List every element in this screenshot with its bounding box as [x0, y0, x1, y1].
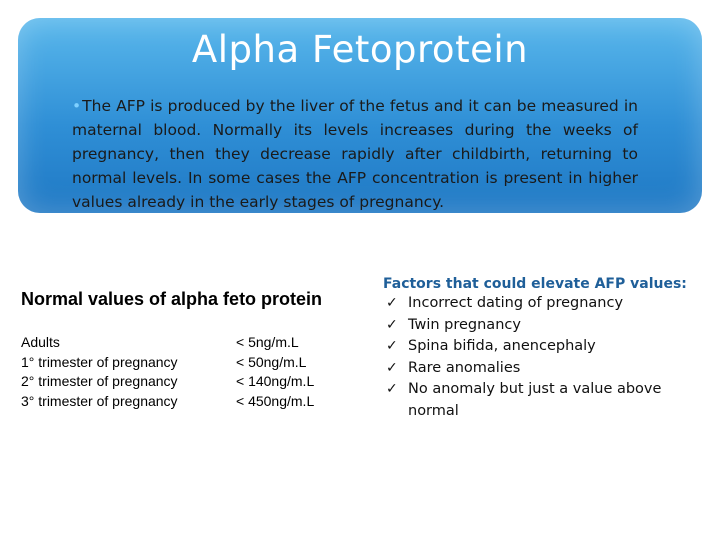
row-label: 2° trimester of pregnancy	[21, 373, 178, 389]
check-icon: ✓	[386, 338, 398, 355]
list-item-text: Incorrect dating of pregnancy	[408, 295, 624, 311]
table-row	[21, 333, 314, 353]
list-item	[383, 358, 703, 380]
row-value: < 50ng/m.L	[236, 353, 307, 370]
check-icon: ✓	[386, 295, 398, 311]
normal-values-table	[21, 333, 314, 411]
row-label: 3° trimester of pregnancy	[21, 392, 178, 409]
bullet-icon: •	[72, 97, 82, 115]
check-icon: ✓	[386, 359, 398, 376]
row-value: < 140ng/m.L	[236, 373, 315, 389]
list-item	[383, 336, 703, 358]
description-text: The AFP is produced by the liver of the fetus and it can be measured in maternal blood. Normally its levels increases during the weeks of pregnancy, then they decrease rapidly after childbirth, returning to normal levels. In some cases the AFP concentration is present in higher values already in the early stages of pregnancy.	[72, 97, 638, 211]
page-title: Alpha Fetoprotein	[191, 28, 529, 71]
row-label: 1° trimester of pregnancy	[21, 353, 178, 370]
factors-list	[383, 293, 703, 423]
list-item-text: Rare anomalies	[408, 359, 521, 376]
check-icon: ✓	[386, 316, 398, 333]
list-item	[383, 293, 703, 315]
row-value: < 450ng/m.L	[236, 392, 315, 409]
normal-values-title: Normal values of alpha feto protein	[21, 289, 323, 309]
table-row	[21, 392, 314, 412]
list-item-text: No anomaly but just a value above normal	[408, 381, 662, 419]
list-item	[383, 315, 703, 337]
row-label: Adults	[21, 334, 60, 350]
table-row	[21, 353, 314, 373]
description-paragraph	[72, 94, 638, 214]
row-value: < 5ng/m.L	[236, 334, 299, 350]
factors-title: Factors that could elevate AFP values:	[383, 276, 687, 292]
table-row	[21, 372, 314, 392]
check-icon: ✓	[386, 381, 398, 398]
list-item	[383, 379, 703, 422]
list-item-text: Twin pregnancy	[408, 316, 521, 333]
list-item-text: Spina bifida, anencephaly	[408, 338, 596, 355]
